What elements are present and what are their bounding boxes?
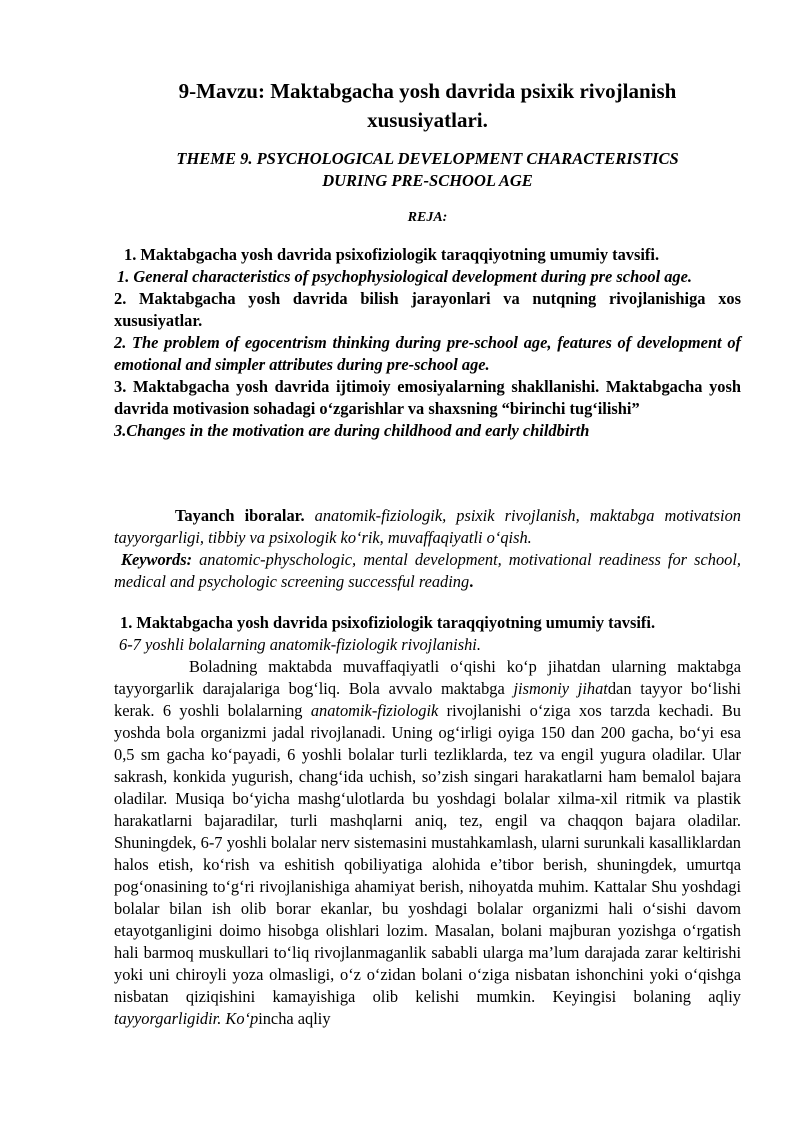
para-text-a: Boladning maktabda muvaffaqiyatli o‘qishi ko‘p jihatdan ularning maktabga tayyorgarlik darajalariga bog‘liq. Bola avvalo maktabga — [114, 657, 741, 698]
section-1-paragraph — [114, 656, 741, 1030]
plan-heading: REJA: — [407, 210, 448, 225]
para-text-d: incha aqliy — [258, 1009, 331, 1028]
para-text-b: dan tayyor bo‘lishi kerak. 6 yoshli bolalarning — [114, 679, 741, 720]
keywords-en-label: Keywords: — [121, 550, 193, 569]
keywords-block — [114, 505, 741, 593]
para-italic-3: tayyorgarligidir. Ko‘p — [114, 1009, 259, 1028]
theme-line-1: THEME 9. PSYCHOLOGICAL DEVELOPMENT CHARACTERISTICS — [176, 149, 679, 168]
para-text-c: rivojlanishi o‘ziga xos tarzda kechadi. Bu yoshda bola organizmi jadal rivojlanadi. Uning og‘irligi oyiga 150 dan 200 gacha, bo‘yi esa 0,5 sm gacha ko‘payadi, 6 yoshli bolalar turli tezliklarda, tez va engil yugura oladilar. Ular sakrash, konkida yugurish, chang‘ida uchish, so’zish singari harakatlarni ham bemalol bajara oladilar. Musiqa bo‘yicha mashg‘ulotlarda bu yoshdagi bolalar xilma-xil ritmik va plastik harakatlarni bajaradilar, turli mashqlarni aniq, tez, engil va chaqqon bajara oladilar. Shuningdek, 6-7 yoshli bolalar nerv sistemasini mustahkamlash, ularni surunkali kasalliklardan halos etish, ko‘rish va eshitish qobiliyatiga alohida e’tibor berish, shuningdek, umurtqa pog‘onasining to‘g‘ri rivojlanishiga ahamiyat berish, nihoyatda muhim. Kattalar Shu yoshdagi bolalar bilan ish olib borar ekanlar, bu yoshdagi bolalar organizmi hali o‘sishi davom etayotganligini doimo hisobga olishlari lozim. Masalan, bolani majburan yozishga o‘rgatish hali barmoq muskullari to‘liq rivojlanmaganlik sababli ularga ma’lum darajada zarar keltirishi yoki uni chiroyli yoza olmasligi, o‘z o‘zidan bolani o‘ziga nisbatan ishonchini yoki o‘qishga nisbatan qiziqishini kamayishiga olib kelishi mumkin. Keyingisi bolaning aqliy — [114, 701, 741, 1006]
keywords-en-text: anatomic-physchologic, mental development, motivational readiness for school, medical and psychologic screening successful reading — [114, 550, 741, 591]
plan-item-3-en: 3.Changes in the motivation are during childhood and early childbirth — [114, 421, 590, 440]
keywords-en-end: . — [469, 572, 474, 591]
title-line-2: xususiyatlari. — [367, 108, 488, 132]
keywords-uz-label: Tayanch iboralar. — [175, 506, 305, 525]
plan-item-1-en: 1. General characteristics of psychophysiological development during pre school age. — [117, 267, 693, 286]
title-line-1: 9-Mavzu: Maktabgacha yosh davrida psixik rivojlanish — [178, 79, 677, 103]
section-1-subheading: 6-7 yoshli bolalarning anatomik-fiziologik rivojlanishi. — [119, 635, 481, 654]
keywords-uz-text: anatomik-fiziologik, psixik rivojlanish, maktabga motivatsion tayyorgarligi, tibbiy va psixologik ko‘rik, muvaffaqiyatli o‘qish. — [114, 506, 741, 547]
para-italic-1: jismoniy jihat — [513, 679, 608, 698]
keywords-uz — [114, 505, 741, 549]
plan-item-3-uz: 3. Maktabgacha yosh davrida ijtimoiy emosiyalarning shakllanishi. Maktabgacha yosh davrida motivasion sohadagi o‘zgarishlar va shaxsning “birinchi tug‘ilishi” — [114, 377, 741, 418]
theme-line-2: DURING PRE-SCHOOL AGE — [322, 171, 533, 190]
keywords-en — [114, 549, 741, 593]
para-italic-2: anatomik-fiziologik — [310, 701, 439, 720]
page-title — [114, 77, 741, 135]
theme-title — [114, 148, 741, 192]
section-1 — [114, 612, 741, 1030]
section-1-heading: 1. Maktabgacha yosh davrida psixofiziologik taraqqiyotning umumiy tavsifi. — [120, 613, 656, 632]
plan-item-2-uz: 2. Maktabgacha yosh davrida bilish jarayonlari va nutqning rivojlanishiga xos xususiyatlar. — [114, 289, 741, 330]
plan-item-1-uz: 1. Maktabgacha yosh davrida psixofiziologik taraqqiyotning umumiy tavsifi. — [124, 245, 660, 264]
plan-item-2-en: 2. The problem of egocentrism thinking during pre-school age, features of development of emotional and simpler attributes during pre-school age. — [114, 333, 741, 374]
plan-list — [114, 244, 741, 442]
